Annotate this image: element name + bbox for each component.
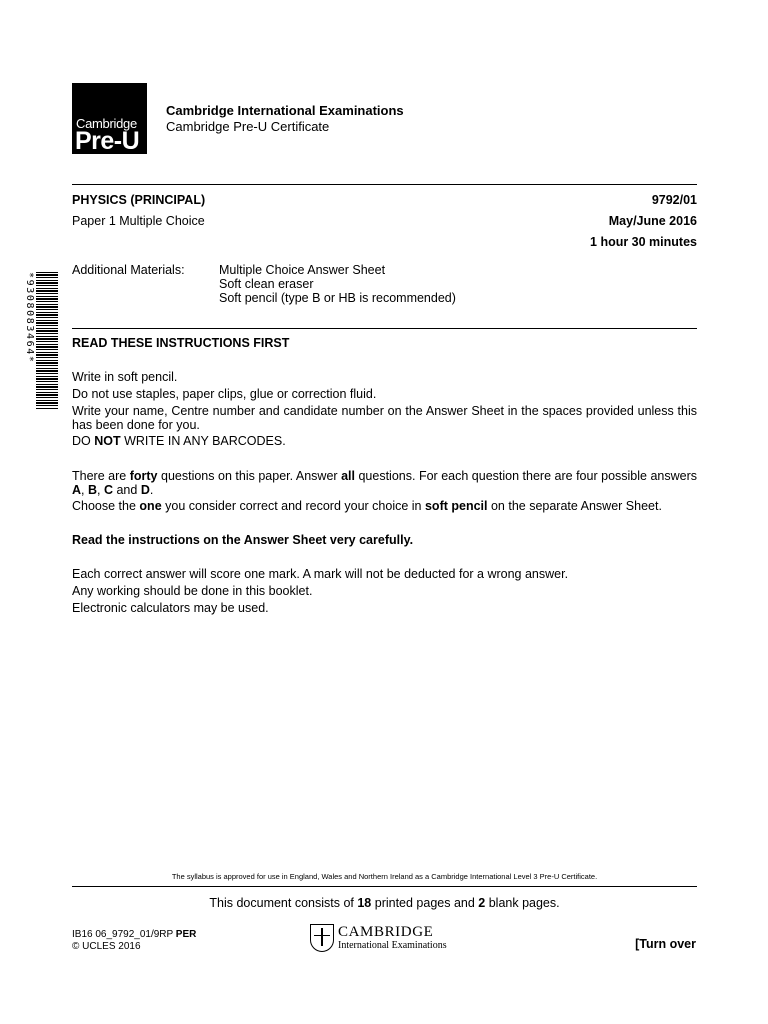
answer-sheet-note: Read the instructions on the Answer Sheet very carefully. — [72, 533, 414, 547]
text-run: . — [149, 483, 154, 497]
logo-line2: Pre-U — [75, 127, 140, 155]
text-run: questions on this paper. Answer — [157, 469, 342, 483]
syllabus-note: The syllabus is approved for use in England, Wales and Northern Ireland as a Cambridge International Level 3 Pre-U Certificate. — [171, 872, 598, 881]
paper-name: Paper 1 Multiple Choice — [72, 214, 205, 228]
barcode-bars — [36, 272, 58, 410]
material-item: Soft clean eraser — [219, 277, 314, 291]
instructions-heading: READ THESE INSTRUCTIONS FIRST — [72, 336, 290, 350]
divider-middle — [72, 328, 697, 329]
cambridge-subtitle: International Examinations — [338, 939, 447, 951]
text-run: Choose the — [72, 499, 140, 513]
text-run: questions. For each question there are four possible answers — [354, 469, 698, 483]
text-run: blank pages. — [485, 896, 560, 910]
text-run: you consider correct and record your choice in — [161, 499, 425, 513]
cambridge-wordmark: CAMBRIDGE — [338, 923, 434, 940]
org-name: Cambridge International Examinations — [166, 103, 404, 118]
text-run-bold: PER — [175, 929, 197, 940]
text-run-bold: B — [87, 483, 98, 497]
text-run-bold: 18 — [357, 896, 372, 910]
text-run-bold: one — [139, 499, 162, 513]
copyright: © UCLES 2016 — [72, 941, 141, 952]
material-item: Soft pencil (type B or HB is recommended) — [219, 291, 456, 305]
instruction-line: Write your name, Centre number and candidate number on the Answer Sheet in the spaces provided unless this has been done for you. — [72, 404, 697, 432]
subject-title: PHYSICS (PRINCIPAL) — [72, 193, 206, 207]
marking-line: Each correct answer will score one mark. A mark will not be deducted for a wrong answer. — [72, 567, 569, 581]
barcode — [24, 272, 58, 410]
material-item: Multiple Choice Answer Sheet — [219, 263, 386, 277]
text-run: , — [81, 483, 88, 497]
text-run: WRITE IN ANY BARCODES. — [120, 434, 286, 448]
text-run-bold: C — [103, 483, 113, 497]
text-run: on the separate Answer Sheet. — [487, 499, 662, 513]
text-run: IB16 06_9792_01/9RP — [72, 929, 174, 940]
cambridge-pre-u-logo — [72, 83, 147, 154]
materials-label: Additional Materials: — [72, 263, 185, 277]
text-run-bold: soft pencil — [424, 499, 488, 513]
text-run: DO — [72, 434, 95, 448]
instruction-line: Do not use staples, paper clips, glue or correction fluid. — [72, 387, 377, 401]
working-line: Any working should be done in this booklet. — [72, 584, 313, 598]
barcode-warning — [72, 434, 697, 448]
text-run-bold: 2 — [478, 896, 486, 910]
page-count — [72, 896, 697, 910]
text-run-bold: NOT — [94, 434, 121, 448]
text-run-bold: all — [341, 469, 355, 483]
exam-session: May/June 2016 — [608, 214, 697, 228]
questions-info — [72, 469, 697, 497]
divider-bottom — [72, 886, 697, 887]
divider-top — [72, 184, 697, 185]
text-run: printed pages and — [371, 896, 479, 910]
barcode-digits: *9308083464* — [24, 272, 35, 364]
barcode-digits-column — [24, 272, 36, 410]
instruction-line: Write in soft pencil. — [72, 370, 178, 384]
text-run-bold: forty — [129, 469, 158, 483]
calculator-line: Electronic calculators may be used. — [72, 601, 269, 615]
choose-info — [72, 499, 697, 513]
paper-code: 9792/01 — [651, 193, 697, 207]
certificate-name: Cambridge Pre-U Certificate — [166, 119, 330, 134]
exam-duration: 1 hour 30 minutes — [590, 235, 697, 249]
text-run-bold: A — [72, 483, 82, 497]
text-run: There are — [72, 469, 130, 483]
cambridge-logo — [310, 924, 447, 952]
cambridge-logo-text — [338, 925, 447, 952]
turn-over: [Turn over — [635, 937, 696, 951]
text-run-bold: D — [140, 483, 150, 497]
reference-code — [72, 929, 196, 940]
text-run: This document consists of — [209, 896, 358, 910]
text-run: and — [113, 483, 141, 497]
text-run: , — [97, 483, 104, 497]
logo-line1: Cambridge — [76, 116, 137, 131]
crest-icon — [310, 924, 334, 952]
